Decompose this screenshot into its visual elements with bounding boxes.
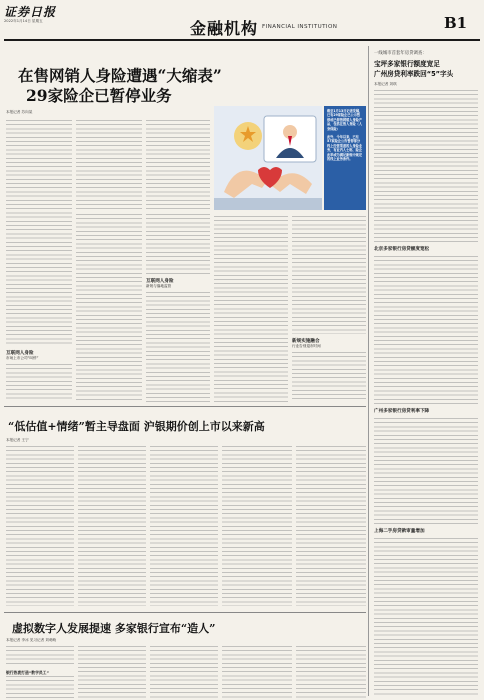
right-subhead-2: 广州多家银行房贷利率下降	[374, 409, 430, 414]
story-two	[4, 410, 366, 610]
section-title-en: FINANCIAL INSTITUTION	[262, 24, 338, 30]
lead-headline-line1: 在售网销人身险遭遇“大缩表”	[18, 66, 222, 85]
story2-col-4	[222, 446, 292, 606]
lead-byline: 本报记者 苏向杲	[6, 110, 33, 114]
story3-top-rule	[4, 612, 366, 613]
right-text-3	[374, 418, 478, 524]
lead-col-3b-text	[146, 214, 210, 274]
story3-headline: 虚拟数字人发展提速 多家银行宣布“造人”	[12, 622, 216, 635]
lead-subhead-3: 新规实施融合 行业告别退市时间	[292, 339, 321, 348]
lead-col-1-text	[6, 120, 72, 346]
column-divider	[368, 46, 369, 696]
masthead	[0, 0, 484, 46]
story3-col-3	[150, 646, 218, 698]
story3-col-4	[222, 646, 292, 698]
section-title: 金融机构	[190, 19, 259, 38]
right-headline-line2: 广州房贷利率跌回“5”字头	[374, 70, 454, 78]
lead-col-3-text	[146, 120, 210, 210]
story3-col-1	[6, 646, 74, 666]
right-headline-line1: 宝坪多家银行额度宽足	[374, 60, 440, 68]
right-text-4	[374, 538, 478, 696]
page-number: B1	[444, 14, 468, 32]
lead-col-2-text	[76, 120, 142, 210]
right-text-1	[374, 90, 478, 242]
right-kicker: 一线城市首套年房贷调查：	[374, 51, 427, 56]
story2-col-1	[6, 446, 74, 606]
right-text-2	[374, 256, 478, 404]
story2-headline: “低估值+情绪”暂主导盘面 沪银期价创上市以来新高	[8, 420, 265, 433]
lead-col-5b-text	[292, 352, 366, 402]
lead-col-2b-text	[76, 214, 142, 402]
lead-subhead-2: 互联网人身险 新规与落地监管	[146, 279, 174, 288]
right-subhead-1: 北京多家银行房贷额度宽松	[374, 247, 430, 252]
story3-byline: 本报记者 李冰 见习记者 刘萌萌	[6, 638, 57, 642]
sidebar-text-2: 此外，今年以来，已有57家险企公告暂停部分线上经营渠道的人身险业务，有业内人士称，险企此举或为满足新规中规定的线上业务条件。	[327, 135, 363, 162]
date-line: 2022年1月14日 星期五	[4, 19, 43, 23]
story2-byline: 本报记者 王宁	[6, 438, 29, 442]
right-subhead-3: 上海二手房贷款审量增加	[374, 529, 425, 534]
lead-illustration	[214, 106, 322, 210]
story3-col-5	[296, 646, 366, 698]
lead-col-3c-text	[146, 292, 210, 402]
lead-col-5-text	[292, 216, 366, 334]
story3-col-1b	[6, 676, 74, 698]
right-column	[372, 44, 480, 698]
insurance-illustration-icon	[214, 106, 322, 210]
story3-col-2	[78, 646, 146, 698]
masthead-rule	[4, 39, 480, 41]
lead-story	[4, 44, 366, 402]
lead-subhead-1: 互联网人身险 市场上市公司“叫停”	[6, 351, 39, 360]
lead-col-4-text	[214, 216, 288, 402]
right-byline: 本报记者 刘琪	[374, 82, 397, 86]
story2-col-3	[150, 446, 218, 606]
sidebar-text-1: 截至1月13日记者发稿，已有29家险企已公示暂停或已停售网销人身险产品，包括在售人身险（人身保险）	[327, 109, 363, 131]
story3-subhead-1: 银行热衷打造“数字员工”	[6, 670, 49, 675]
newspaper-logo: 证券日报	[4, 5, 57, 19]
story-three	[4, 614, 366, 698]
lead-headline-line2: 29家险企已暂停业务	[26, 86, 172, 105]
story2-col-5	[296, 446, 366, 606]
lead-sidebar-box	[324, 106, 366, 210]
lead-col-1b-text	[6, 364, 72, 402]
story2-top-rule	[4, 406, 366, 407]
story2-col-2	[78, 446, 146, 606]
